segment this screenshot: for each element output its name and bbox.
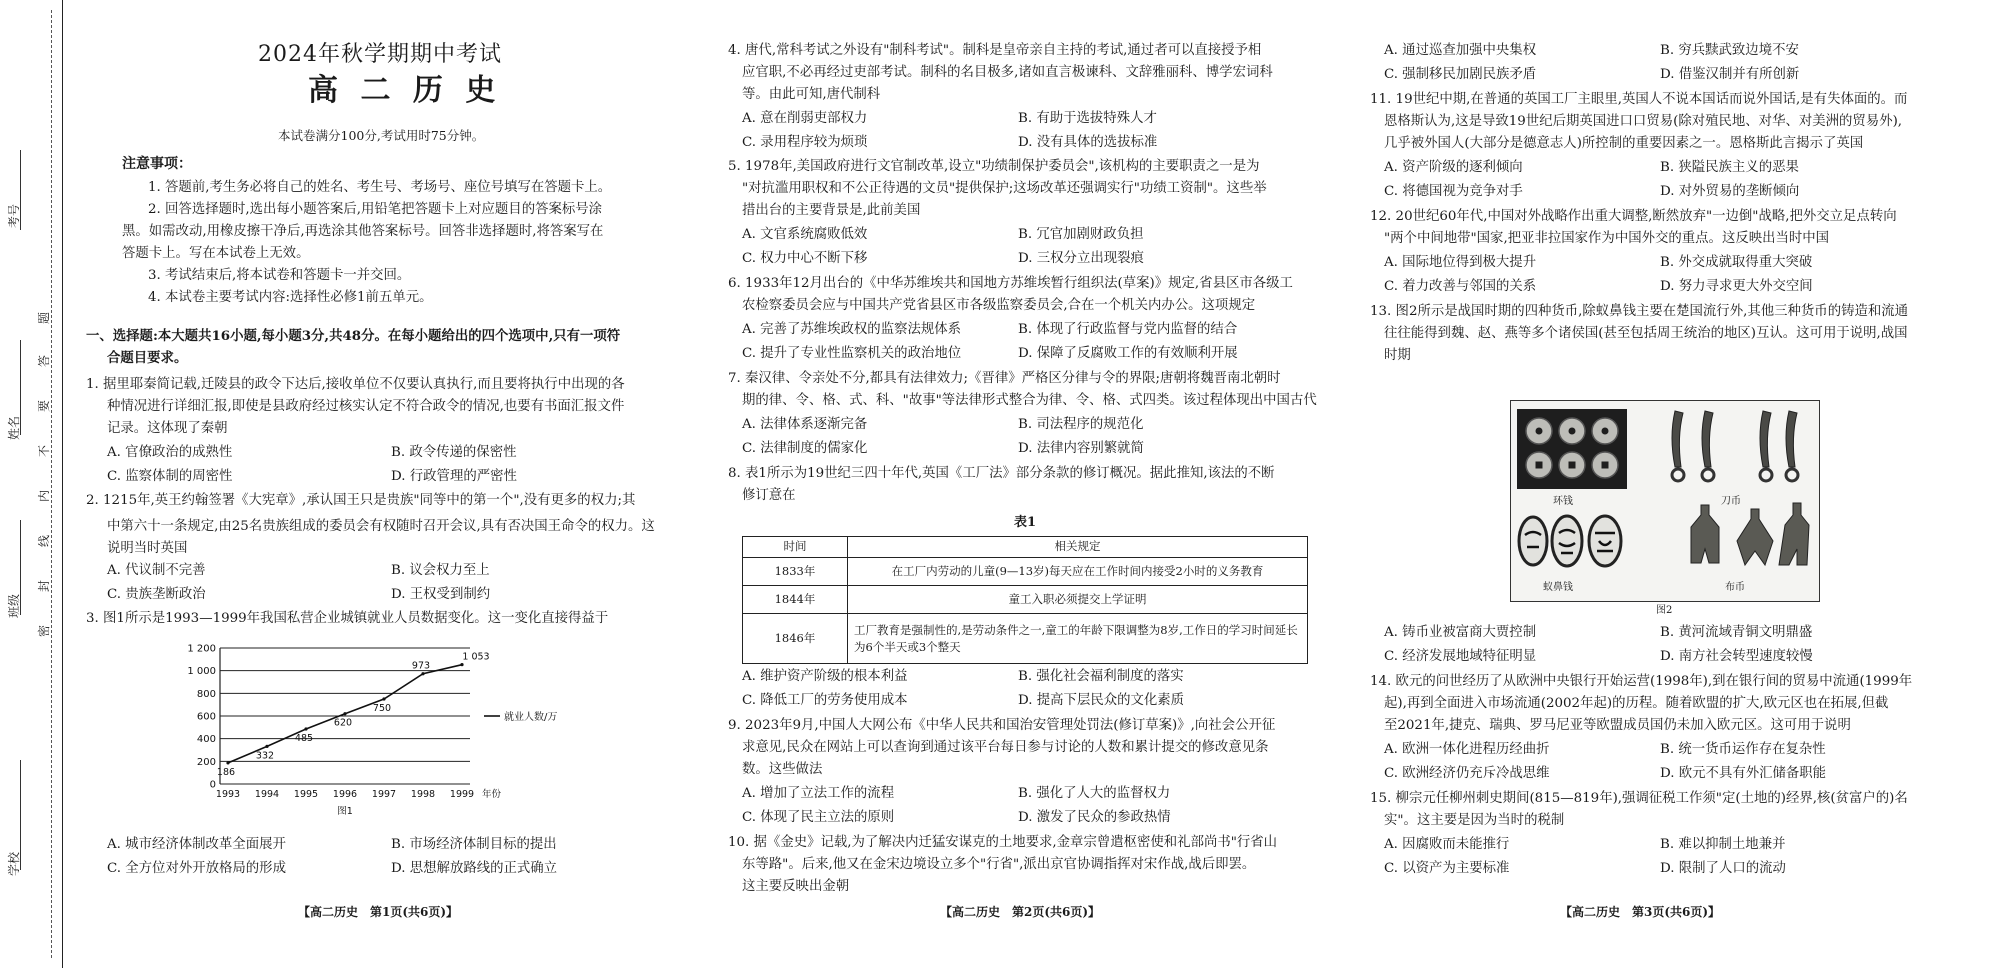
question-1-option: C. 监察体制的周密性 [107,469,233,484]
table-row [743,586,1308,614]
label-name: 姓名 [7,415,21,440]
question-13-option: A. 铸币业被富商大贾控制 [1384,625,1537,640]
figure-label-spade-coin: 布币 [1725,582,1745,593]
notice-char: 要 [37,399,52,413]
question-11-option: B. 狭隘民族主义的恶果 [1660,160,1799,175]
y-tick-label: 1 200 [187,643,216,655]
blank-line [20,150,21,230]
question-12-option: B. 外交成就取得重大突破 [1660,255,1813,270]
question-4-option: C. 录用程序较为烦琐 [742,135,868,150]
notes-line: 1. 答题前,考生务必将自己的姓名、考生号、考场号、座位号填写在答题卡上。 [148,180,612,195]
question-6-option: D. 保障了反腐败工作的有效顺利开展 [1018,346,1238,361]
page-footer: 【高二历史 第1页(共6页)】 [298,905,459,919]
data-label: 332 [255,750,275,762]
y-tick-label: 1 000 [187,666,216,678]
question-8-option: C. 降低工厂的劳务使用成本 [742,693,908,708]
question-10-option: D. 借鉴汉制并有所创新 [1660,67,1800,82]
question-5-line: 措出台的主要背景是,此前美国 [742,203,921,218]
question-5-line: "对抗滥用职权和不公正待遇的文员"提供保护;这场改革还强调实行"功绩工资制"。这些举 [742,181,1267,196]
score-info: 本试卷满分100分,考试用时75分钟。 [278,128,485,143]
question-7-option: B. 司法程序的规范化 [1018,417,1144,432]
question-13-option: C. 经济发展地域特征明显 [1384,649,1537,664]
question-10-option: C. 强制移民加剧民族矛盾 [1384,67,1537,82]
question-5-line: 5. 1978年,美国政府进行文官制改革,设立"功绩制保护委员会",该机构的主要职责之一是为 [728,159,1260,174]
question-2-option: A. 代议制不完善 [107,563,206,578]
figure-label-knife-coin: 刀币 [1721,496,1741,507]
blank-line [20,760,21,870]
question-10-line: 10. 据《金史》记载,为了解决内迁猛安谋克的土地要求,金章宗曾遣枢密使和礼部尚书"行省山 [728,835,1278,850]
question-8-option: B. 强化社会福利制度的落实 [1018,669,1184,684]
question-13-line: 13. 图2所示是战国时期的四种货币,除蚁鼻钱主要在楚国流行外,其他三种货币的铸造和流通 [1370,304,1909,319]
table-row [743,614,1308,664]
question-8-option: D. 提高下层民众的文化素质 [1018,693,1185,708]
question-2-option: C. 贵族垄断政治 [107,587,206,602]
section-heading: 一、选择题:本大题共16小题,每小题3分,共48分。在每小题给出的四个选项中,只有一项符 [86,328,621,344]
y-tick-label: 400 [196,734,216,746]
question-2-line: 2. 1215年,英王约翰签署《大宪章》,承认国王只是贵族"同等中的第一个",没有更多的权力;其 [86,493,636,508]
table-header: 时间 [743,537,848,558]
data-label: 485 [294,733,314,745]
data-label: 620 [333,717,353,729]
question-12-option: C. 着力改善与邻国的关系 [1384,279,1537,294]
question-6-line: 农检察委员会应与中国共产党省县区市各级监察委员会,合在一个机关内办公。这项规定 [742,298,1256,313]
question-3-option: D. 思想解放路线的正式确立 [391,861,558,876]
question-2-option: D. 王权受到制约 [391,587,491,602]
factory-act-table [742,536,1308,664]
question-9-option: C. 体现了民主立法的原则 [742,810,895,825]
employment-line-chart [180,636,600,816]
notice-char: 封 [37,579,52,593]
figure-label-ant-nose-coin: 蚁鼻钱 [1543,582,1573,593]
question-12-line: "两个中间地带"国家,把亚非拉国家作为中国外交的重点。这反映出当时中国 [1384,231,1830,246]
question-8-line: 8. 表1所示为19世纪三四十年代,英国《工厂法》部分条款的修订概况。据此推知,该法的不断 [728,466,1275,481]
question-10-option: A. 通过巡查加强中央集权 [1384,43,1537,58]
data-point [421,672,424,675]
question-15-option: B. 难以抑制土地兼并 [1660,837,1786,852]
chart-caption: 图1 [337,806,353,816]
question-1-option: D. 行政管理的严密性 [391,469,517,484]
question-13-line: 时期 [1384,348,1411,363]
notice-char: 线 [37,534,52,548]
question-14-option: B. 统一货币运作存在复杂性 [1660,742,1826,757]
data-point [343,712,346,715]
x-tick-label: 1996 [332,789,358,800]
question-15-option: A. 因腐败而未能推行 [1384,837,1510,852]
question-11-option: C. 将德国视为竞争对手 [1384,184,1523,199]
question-7-option: C. 法律制度的儒家化 [742,441,868,456]
x-tick-label: 1994 [254,789,280,800]
table-caption: 表1 [1014,515,1037,530]
legend-label: 就业人数/万 [504,712,558,723]
question-3-option: B. 市场经济体制目标的提出 [391,837,557,852]
question-11-line: 几乎被外国人(大部分是德意志人)所控制的重要因素之一。恩格斯此言揭示了英国 [1384,136,1864,151]
question-1-line: 1. 据里耶秦简记载,迁陵县的政令下达后,接收单位不仅要认真执行,而且要将执行中出现的各 [86,377,625,392]
question-14-option: C. 欧洲经济仍充斥冷战思维 [1384,766,1550,781]
notes-line: 4. 本试卷主要考试内容:选择性必修1前五单元。 [148,290,433,305]
x-axis-label: 年份 [482,789,502,800]
question-14-line: 起),再到全面进入市场流通(2002年起)的历程。随着欧盟的扩大,欧元区也在拓展,但截 [1384,696,1889,711]
data-point [265,745,268,748]
notes-line: 3. 考试结束后,将本试卷和答题卡一并交回。 [148,268,411,283]
question-12-option: D. 努力寻求更大外交空间 [1660,279,1813,294]
question-9-line: 9. 2023年9月,中国人大网公布《中华人民共和国治安管理处罚法(修订草案)》,向社会公开征 [728,718,1276,733]
question-10-line: 东等路"。后来,他又在金宋边境设立多个"行省",派出京官协调指挥对宋作战,战后即罢。 [742,857,1256,872]
x-tick-label: 1999 [449,789,475,800]
question-9-option: B. 强化了人大的监督权力 [1018,786,1171,801]
question-7-line: 7. 秦汉律、令亲处不分,都具有法律效力;《晋律》严格区分律与令的界限;唐朝将魏晋南北朝时 [728,371,1281,386]
blank-line [20,340,21,435]
question-4-option: D. 没有具体的选拔标准 [1018,135,1158,150]
page-footer: 【高二历史 第3页(共6页)】 [1560,905,1721,919]
question-13-option: D. 南方社会转型速度较慢 [1660,649,1813,664]
question-7-line: 期的律、令、格、式、科、"故事"等法律形式整合为律、令、格、式四类。该过程体现出中国古代 [742,393,1317,408]
x-tick-label: 1993 [215,789,241,800]
coins-figure [1510,400,1820,602]
ring-coins-image [1517,409,1627,489]
question-11-line: 11. 19世纪中期,在普通的英国工厂主眼里,英国人不说本国话而说外国话,是有失体面的。而 [1370,92,1908,107]
question-14-line: 至2021年,捷克、瑞典、罗马尼亚等欧盟成员国仍未加入欧元区。这可用于说明 [1384,718,1851,733]
question-14-line: 14. 欧元的问世经历了从欧洲中央银行开始运营(1998年),到在银行间的贸易中流通(1999年 [1370,674,1913,689]
x-tick-label: 1995 [293,789,319,800]
question-13-line: 往往能得到魏、赵、燕等多个诸侯国(甚至包括周王统治的地区)互认。这可用于说明,战国 [1384,326,1908,341]
y-tick-label: 0 [209,779,216,791]
data-label: 750 [372,703,392,714]
ant-nose-coins-image [1515,511,1645,571]
data-label: 1 053 [462,651,490,663]
data-point [304,727,307,730]
question-13-option: B. 黄河流域青铜文明鼎盛 [1660,625,1813,640]
label-class: 班级 [7,593,21,618]
question-11-option: D. 对外贸易的垄断倾向 [1660,184,1800,199]
table-cell: 1844年 [743,586,848,614]
question-4-line: 应官职,不必再经过吏部考试。制科的名目极多,诸如直言极谏科、文辞雅丽科、博学宏词科 [742,65,1273,80]
exam-title: 2024年秋学期期中考试 [258,42,502,67]
question-4-option: B. 有助于选拔特殊人才 [1018,111,1157,126]
question-3-option: A. 城市经济体制改革全面展开 [107,837,286,852]
label-school: 学校 [7,851,21,876]
question-5-option: C. 权力中心不断下移 [742,251,868,266]
notice-char: 不 [37,444,52,458]
question-7-option: A. 法律体系逐渐完备 [742,417,868,432]
binding-margin [0,0,70,968]
question-15-line: 15. 柳宗元任柳州刺史期间(815—819年),强调征税工作须"定(土地的)经界,核(贫富户的)名 [1370,791,1908,806]
question-3-stem: 3. 图1所示是1993—1999年我国私营企业城镇就业人员数据变化。这一变化直接得益于 [86,611,609,626]
question-7-option: D. 法律内容别繁就简 [1018,441,1144,456]
question-6-option: B. 体现了行政监督与党内监督的结合 [1018,322,1238,337]
question-3-option: C. 全方位对外开放格局的形成 [107,861,286,876]
notice-char: 答 [37,354,52,368]
question-8-option: A. 维护资产阶级的根本利益 [742,669,908,684]
spade-coins-image [1681,501,1813,573]
question-9-option: A. 增加了立法工作的流程 [742,786,895,801]
y-tick-label: 200 [196,756,216,768]
notice-char: 密 [37,624,52,638]
question-14-option: D. 欧元不具有外汇储备职能 [1660,766,1827,781]
question-4-line: 4. 唐代,常科考试之外设有"制科考试"。制科是皇帝亲自主持的考试,通过者可以直接授予相 [728,43,1262,58]
table-row [743,558,1308,586]
y-tick-label: 600 [196,711,216,723]
question-15-option: C. 以资产为主要标准 [1384,861,1510,876]
section-heading-cont: 合题目要求。 [107,350,188,366]
question-11-line: 恩格斯认为,这是导致19世纪后期英国进口口贸易(除对殖民地、对华、对美洲的贸易外), [1384,114,1903,129]
figure-label-ring-coin: 环钱 [1553,496,1573,507]
table-cell: 工厂教育是强制性的,是劳动条件之一,童工的年龄下限调整为8岁,工作日的学习时间延长为6个半天或3个整天 [848,614,1308,664]
data-point [460,663,463,666]
subject-title: 高 二 历 史 [308,73,502,108]
notice-char: 题 [37,311,52,325]
question-1-line: 种情况进行详细汇报,即使是县政府经过核实认定不符合政令的情况,也要有书面汇报文件 [107,399,625,414]
question-1-option: B. 政令传递的保密性 [391,445,517,460]
notes-heading: 注意事项： [122,156,192,172]
data-label: 186 [216,766,236,778]
question-6-option: A. 完善了苏维埃政权的监察法规体系 [742,322,962,337]
question-2-line: 中第六十一条规定,由25名贵族组成的委员会有权随时召开会议,具有否决国王命令的权力。这说明当时英国 [107,519,655,556]
question-10-line: 这主要反映出金朝 [742,879,850,894]
question-6-option: C. 提升了专业性监察机关的政治地位 [742,346,962,361]
notes-line: 答题卡上。写在本试卷上无效。 [122,246,310,261]
question-2-option: B. 议会权力至上 [391,563,490,578]
y-tick-label: 800 [196,688,216,700]
notes-line: 黑。如需改动,用橡皮擦干净后,再选涂其他答案标号。回答非选择题时,将答案写在 [122,224,604,239]
question-1-line: 记录。这体现了秦朝 [107,421,228,436]
question-12-line: 12. 20世纪60年代,中国对外战略作出重大调整,断然放弃"一边倒"战略,把外交立足点转向 [1370,209,1897,224]
question-15-line: 实"。这主要是因为当时的税制 [1384,813,1565,828]
question-9-line: 数。这些做法 [742,762,823,777]
question-12-option: A. 国际地位得到极大提升 [1384,255,1537,270]
notes-line: 2. 回答选择题时,选出每小题答案后,用铅笔把答题卡上对应题目的答案标号涂 [148,202,603,217]
label-exam-number: 考号 [7,203,21,228]
data-label: 973 [411,660,431,672]
question-5-option: A. 文官系统腐败低效 [742,227,868,242]
table-header: 相关规定 [848,537,1308,558]
question-5-option: D. 三权分立出现裂痕 [1018,251,1144,266]
blank-line [20,520,21,615]
question-8-line: 修订意在 [742,488,796,503]
figure-2-caption: 图2 [1656,605,1673,616]
notice-char: 内 [37,489,52,503]
table-cell: 童工入职必须提交上学证明 [848,586,1308,614]
x-tick-label: 1998 [410,789,436,800]
question-5-option: B. 冗官加剧财政负担 [1018,227,1144,242]
table-cell: 1846年 [743,614,848,664]
question-10-option: B. 穷兵黩武致边境不安 [1660,43,1799,58]
question-15-option: D. 限制了人口的流动 [1660,861,1786,876]
question-6-line: 6. 1933年12月出台的《中华苏维埃共和国地方苏维埃暂行组织法(草案)》规定,省县区市各级工 [728,276,1293,291]
seal-dashed-line [51,10,52,958]
data-point [226,761,229,764]
table-cell: 1833年 [743,558,848,586]
question-9-option: D. 激发了民众的参政热情 [1018,810,1171,825]
question-4-line: 等。由此可知,唐代制科 [742,87,881,102]
margin-rule [62,0,63,968]
data-point [382,697,385,700]
x-tick-label: 1997 [371,789,397,800]
knife-coins-image [1661,407,1811,491]
question-1-option: A. 官僚政治的成熟性 [107,445,233,460]
page-footer: 【高二历史 第2页(共6页)】 [940,905,1101,919]
question-4-option: A. 意在削弱吏部权力 [742,111,868,126]
table-header-row [743,537,1308,558]
question-11-option: A. 资产阶级的逐利倾向 [1384,160,1523,175]
question-14-option: A. 欧洲一体化进程历经曲折 [1384,742,1550,757]
table-cell: 在工厂内劳动的儿童(9—13岁)每天应在工作时间内接受2小时的义务教育 [848,558,1308,586]
question-9-line: 求意见,民众在网站上可以查询到通过该平台每日参与讨论的人数和累计提交的修改意见条 [742,740,1269,755]
